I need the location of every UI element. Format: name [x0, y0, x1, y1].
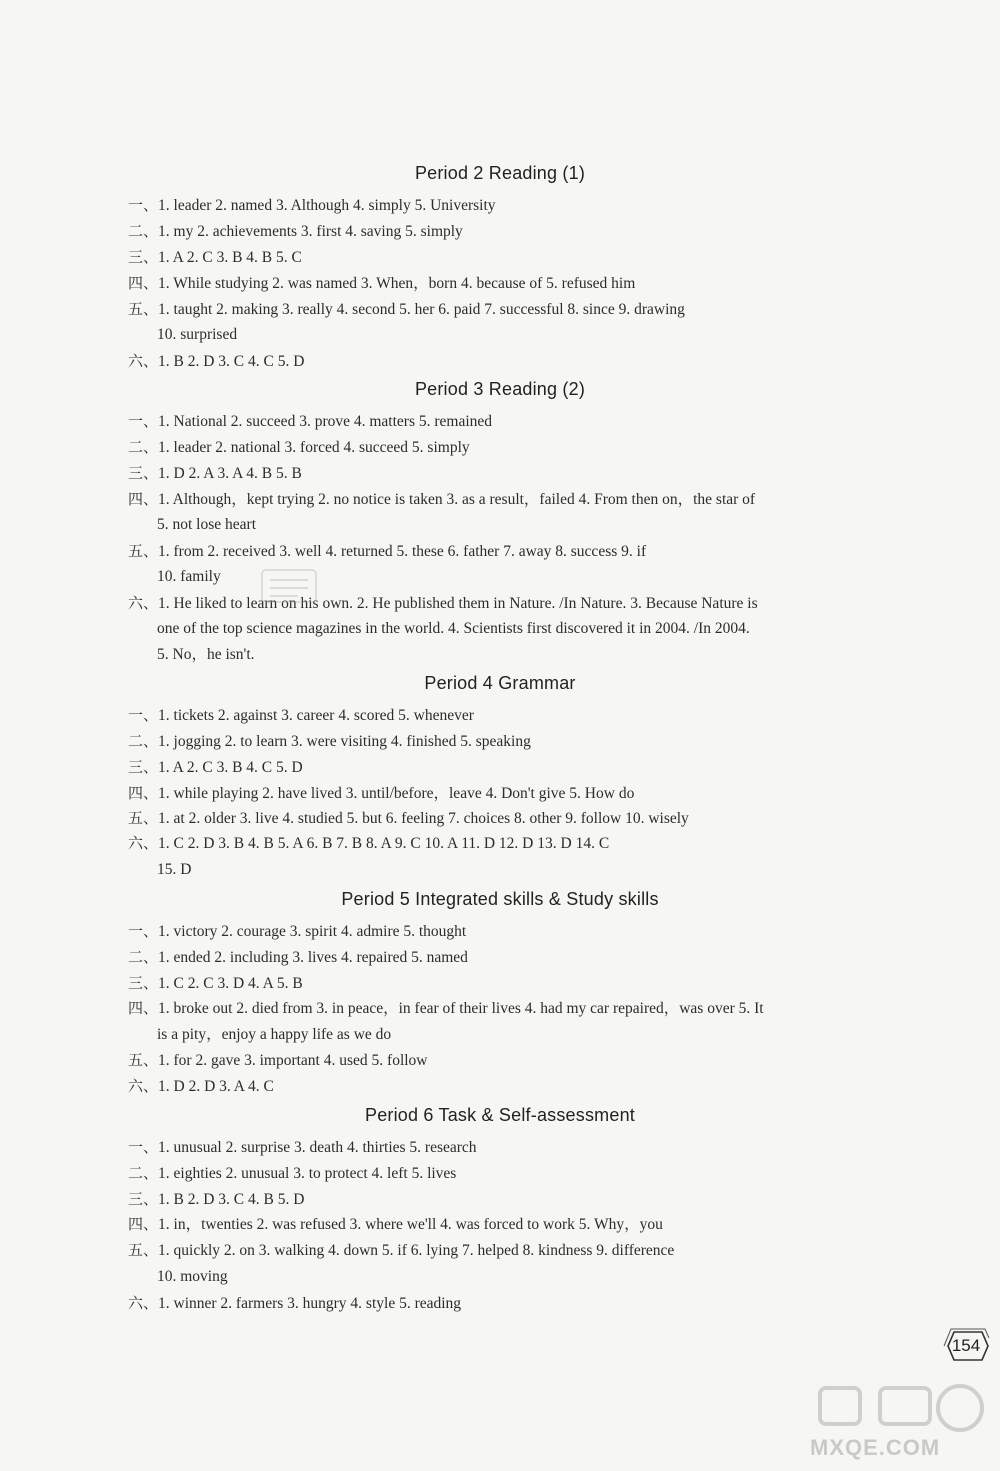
- answer-text: 1. unusual 2. surprise 3. death 4. thirties 5. research: [158, 1139, 477, 1156]
- answer-line: [128, 437, 920, 458]
- section-marker: 三、: [128, 1190, 159, 1208]
- answer-line: [128, 273, 920, 294]
- section-marker: 五、: [128, 542, 159, 560]
- site-watermark: [800, 1380, 990, 1465]
- answer-line: [128, 921, 920, 942]
- answer-line-continued: [157, 860, 920, 880]
- section-marker: 六、: [128, 834, 159, 852]
- section-marker: 一、: [128, 922, 159, 940]
- answer-line-continued: [157, 1025, 920, 1045]
- answer-line: [128, 705, 920, 726]
- answer-text: 10. moving: [157, 1268, 228, 1285]
- answer-text: 1. my 2. achievements 3. first 4. saving 5. simply: [158, 223, 463, 240]
- answer-line: [128, 1293, 920, 1314]
- section-marker: 一、: [128, 196, 159, 214]
- watermark-text: MXQE.COM: [810, 1435, 941, 1460]
- period-4-title: Period 4 Grammar: [424, 673, 576, 693]
- section-marker: 二、: [128, 438, 159, 456]
- answer-line: [128, 1076, 920, 1097]
- answer-text: 1. A 2. C 3. B 4. C 5. D: [158, 759, 303, 776]
- answer-text: 1. from 2. received 3. well 4. returned 5. these 6. father 7. away 8. success 9. if: [158, 543, 647, 560]
- period-2-title: Period 2 Reading (1): [414, 163, 586, 183]
- answer-text: 1. C 2. C 3. D 4. A 5. B: [158, 975, 303, 992]
- answer-line: [128, 833, 920, 854]
- page-number-badge: [942, 1326, 990, 1366]
- section-marker: 五、: [128, 1051, 159, 1069]
- answer-text: 1. broke out 2. died from 3. in peace，in fear of their lives 4. had my car repaired，was over 5. It: [158, 1000, 764, 1017]
- period-3-title: Period 3 Reading (2): [414, 379, 586, 399]
- answer-line: [128, 1240, 920, 1261]
- answer-line: [128, 731, 920, 752]
- answer-text: 1. at 2. older 3. live 4. studied 5. but 6. feeling 7. choices 8. other 9. follow 10. wisely: [158, 810, 689, 827]
- answer-line: [128, 1214, 920, 1235]
- answer-line: [128, 1189, 920, 1210]
- answer-text: 1. for 2. gave 3. important 4. used 5. follow: [158, 1052, 428, 1069]
- answer-line: [128, 489, 920, 510]
- watermark-logo-icon: [800, 1380, 990, 1435]
- section-marker: 二、: [128, 1164, 159, 1182]
- section-marker: 六、: [128, 1077, 159, 1095]
- section-marker: 六、: [128, 1294, 159, 1312]
- section-marker: 三、: [128, 248, 159, 266]
- answer-line: [128, 541, 920, 562]
- answer-line-continued: [157, 619, 920, 639]
- answer-text: 1. National 2. succeed 3. prove 4. matters 5. remained: [158, 413, 493, 430]
- section-marker: 五、: [128, 809, 159, 827]
- answer-text: 1. B 2. D 3. C 4. C 5. D: [158, 353, 305, 370]
- answer-line: [128, 947, 920, 968]
- section-marker: 三、: [128, 758, 159, 776]
- answer-text: 1. jogging 2. to learn 3. were visiting 4. finished 5. speaking: [158, 733, 531, 750]
- answer-line: [128, 195, 920, 216]
- answer-line-continued: [157, 645, 920, 665]
- answer-text: 1. A 2. C 3. B 4. B 5. C: [158, 249, 302, 266]
- section-marker: 四、: [128, 274, 159, 292]
- section-marker: 五、: [128, 1241, 159, 1259]
- section-marker: 一、: [128, 1138, 159, 1156]
- answer-text: 1. D 2. D 3. A 4. C: [158, 1078, 274, 1095]
- answer-text: 5. No，he isn't.: [157, 646, 255, 663]
- answer-text: 1. C 2. D 3. B 4. B 5. A 6. B 7. B 8. A 9. C 10. A 11. D 12. D 13. D 14. C: [158, 835, 610, 852]
- answer-line: [128, 247, 920, 268]
- answer-line: [128, 1137, 920, 1158]
- answer-text: 10. surprised: [157, 326, 238, 343]
- page-number: 154: [951, 1336, 981, 1355]
- answer-text: 1. leader 2. named 3. Although 4. simply 5. University: [158, 197, 496, 214]
- period-6-title: Period 6 Task & Self-assessment: [365, 1105, 635, 1125]
- answer-text: 1. B 2. D 3. C 4. B 5. D: [158, 1191, 305, 1208]
- section-marker: 五、: [128, 300, 159, 318]
- section-marker: 四、: [128, 784, 159, 802]
- answer-text: 5. not lose heart: [157, 516, 257, 533]
- answer-text: 1. Although，kept trying 2. no notice is taken 3. as a result，failed 4. From then on，the star of: [158, 491, 756, 508]
- answer-line: [128, 1050, 920, 1071]
- section-marker: 六、: [128, 352, 159, 370]
- answer-text: 1. victory 2. courage 3. spirit 4. admire 5. thought: [158, 923, 467, 940]
- answer-line: [128, 973, 920, 994]
- section-marker: 三、: [128, 974, 159, 992]
- answer-text: 1. taught 2. making 3. really 4. second 5. her 6. paid 7. successful 8. since 9. drawing: [158, 301, 685, 318]
- section-marker: 二、: [128, 732, 159, 750]
- answer-line: [128, 411, 920, 432]
- answer-text: 15. D: [157, 861, 192, 878]
- section-marker: 六、: [128, 594, 159, 612]
- answer-text: 1. While studying 2. was named 3. When，born 4. because of 5. refused him: [158, 275, 636, 292]
- section-marker: 二、: [128, 222, 159, 240]
- section-marker: 一、: [128, 706, 159, 724]
- section-marker: 四、: [128, 999, 159, 1017]
- section-marker: 二、: [128, 948, 159, 966]
- answer-line-continued: [157, 1267, 920, 1287]
- section-marker: 四、: [128, 490, 159, 508]
- answer-text: is a pity，enjoy a happy life as we do: [157, 1026, 392, 1043]
- period-5-title: Period 5 Integrated skills & Study skills: [341, 889, 659, 909]
- answer-text: 10. family: [157, 568, 221, 585]
- answer-text: 1. winner 2. farmers 3. hungry 4. style 5. reading: [158, 1295, 462, 1312]
- answer-text: 1. while playing 2. have lived 3. until/before，leave 4. Don't give 5. How do: [158, 785, 635, 802]
- answer-line-continued: [157, 325, 920, 345]
- answer-line: [128, 299, 920, 320]
- answer-text: 1. quickly 2. on 3. walking 4. down 5. if 6. lying 7. helped 8. kindness 9. difference: [158, 1242, 675, 1259]
- answer-line: [128, 351, 920, 372]
- answer-line: [128, 463, 920, 484]
- answer-text: 1. eighties 2. unusual 3. to protect 4. left 5. lives: [158, 1165, 457, 1182]
- answer-line: [128, 783, 920, 804]
- answer-line: [128, 221, 920, 242]
- stamp-mark: [258, 566, 320, 606]
- answer-text: 1. He liked to learn on his own. 2. He published them in Nature. /In Nature. 3. Because Nature is: [158, 595, 758, 612]
- answer-line: [128, 1163, 920, 1184]
- answer-text: one of the top science magazines in the world. 4. Scientists first discovered it in 2004. /In 2004.: [157, 620, 750, 637]
- section-marker: 三、: [128, 464, 159, 482]
- answer-line: [128, 757, 920, 778]
- answer-text: 1. ended 2. including 3. lives 4. repaired 5. named: [158, 949, 468, 966]
- answer-line-continued: [157, 515, 920, 535]
- answer-text: 1. D 2. A 3. A 4. B 5. B: [158, 465, 302, 482]
- section-marker: 一、: [128, 412, 159, 430]
- answer-text: 1. in，twenties 2. was refused 3. where we'll 4. was forced to work 5. Why，you: [158, 1216, 663, 1233]
- section-marker: 四、: [128, 1215, 159, 1233]
- answer-text: 1. leader 2. national 3. forced 4. succeed 5. simply: [158, 439, 470, 456]
- answer-line: [128, 593, 920, 614]
- answer-text: 1. tickets 2. against 3. career 4. scored 5. whenever: [158, 707, 474, 724]
- answer-line: [128, 998, 920, 1019]
- answer-line: [128, 808, 920, 829]
